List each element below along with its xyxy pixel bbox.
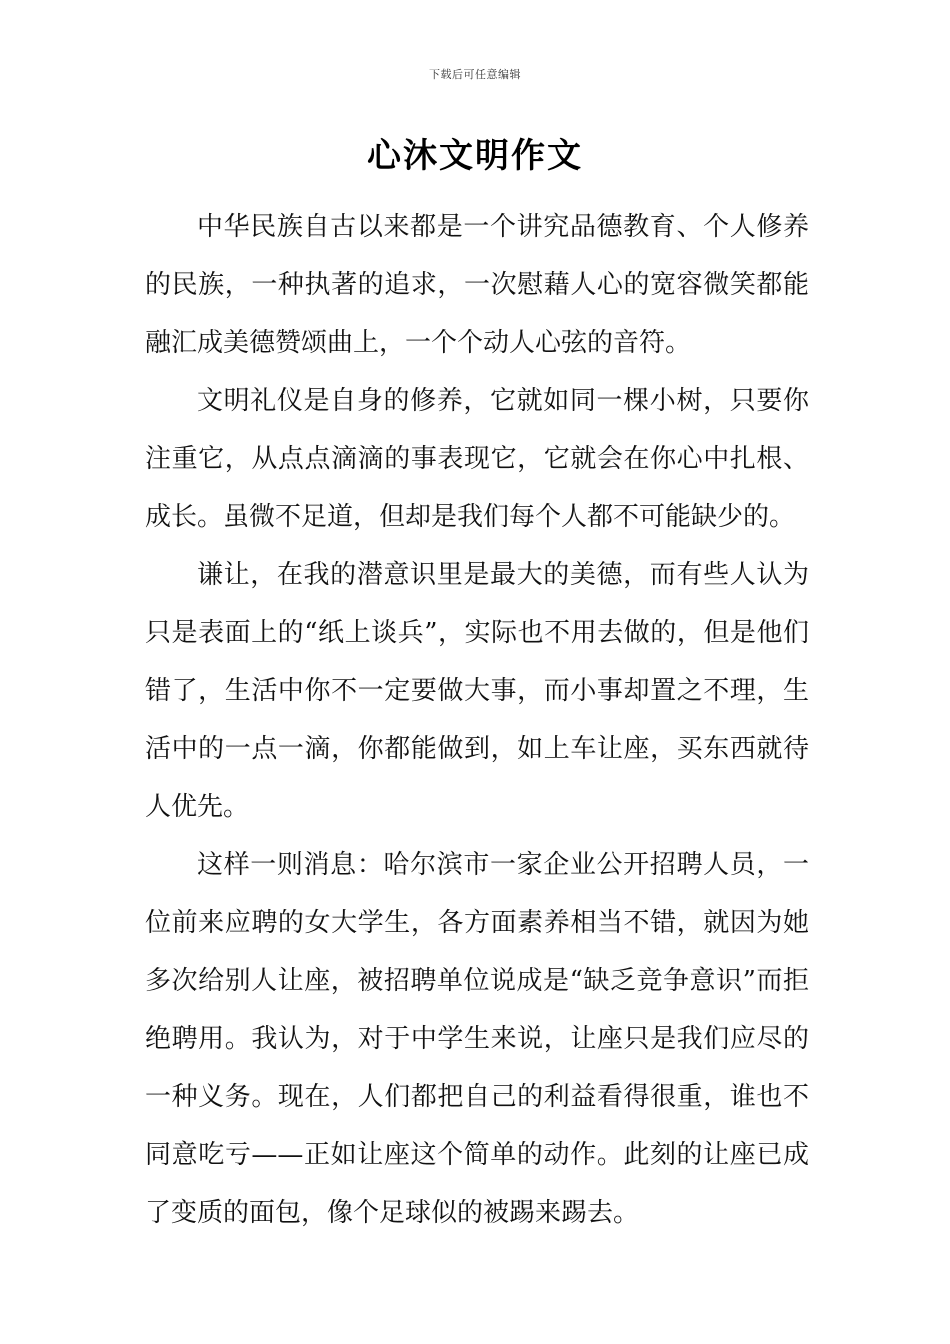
document-title: 心沐文明作文 <box>367 136 583 176</box>
paragraph-1: 中华民族自古以来都是一个讲究品德教育、个人修养的民族，一种执著的追求，一次慰藉人心的宽容微笑都能融汇成美德赞颂曲上，一个个动人心弦的音符。 <box>145 212 809 358</box>
page-header-note: 下载后可任意编辑 <box>429 68 521 81</box>
paragraph-3: 谦让，在我的潜意识里是最大的美德，而有些人认为只是表面上的“纸上谈兵”，实际也不用去做的，但是他们错了，生活中你不一定要做大事，而小事却置之不理，生活中的一点一滴，你都能做到，如上车让座，买东西就待人优先。 <box>145 560 809 822</box>
paragraph-2: 文明礼仪是自身的修养，它就如同一棵小树，只要你注重它，从点点滴滴的事表现它，它就会在你心中扎根、成长。虽微不足道，但却是我们每个人都不可能缺少的。 <box>145 386 809 532</box>
document-body <box>145 198 809 1242</box>
paragraph-4: 这样一则消息：哈尔滨市一家企业公开招聘人员，一位前来应聘的女大学生，各方面素养相当不错，就因为她多次给别人让座，被招聘单位说成是“缺乏竞争意识”而拒绝聘用。我认为，对于中学生来说，让座只是我们应尽的一种义务。现在，人们都把自己的利益看得很重，谁也不同意吃亏——正如让座这个简单的动作。此刻的让座已成了变质的面包，像个足球似的被踢来踢去。 <box>145 850 809 1228</box>
